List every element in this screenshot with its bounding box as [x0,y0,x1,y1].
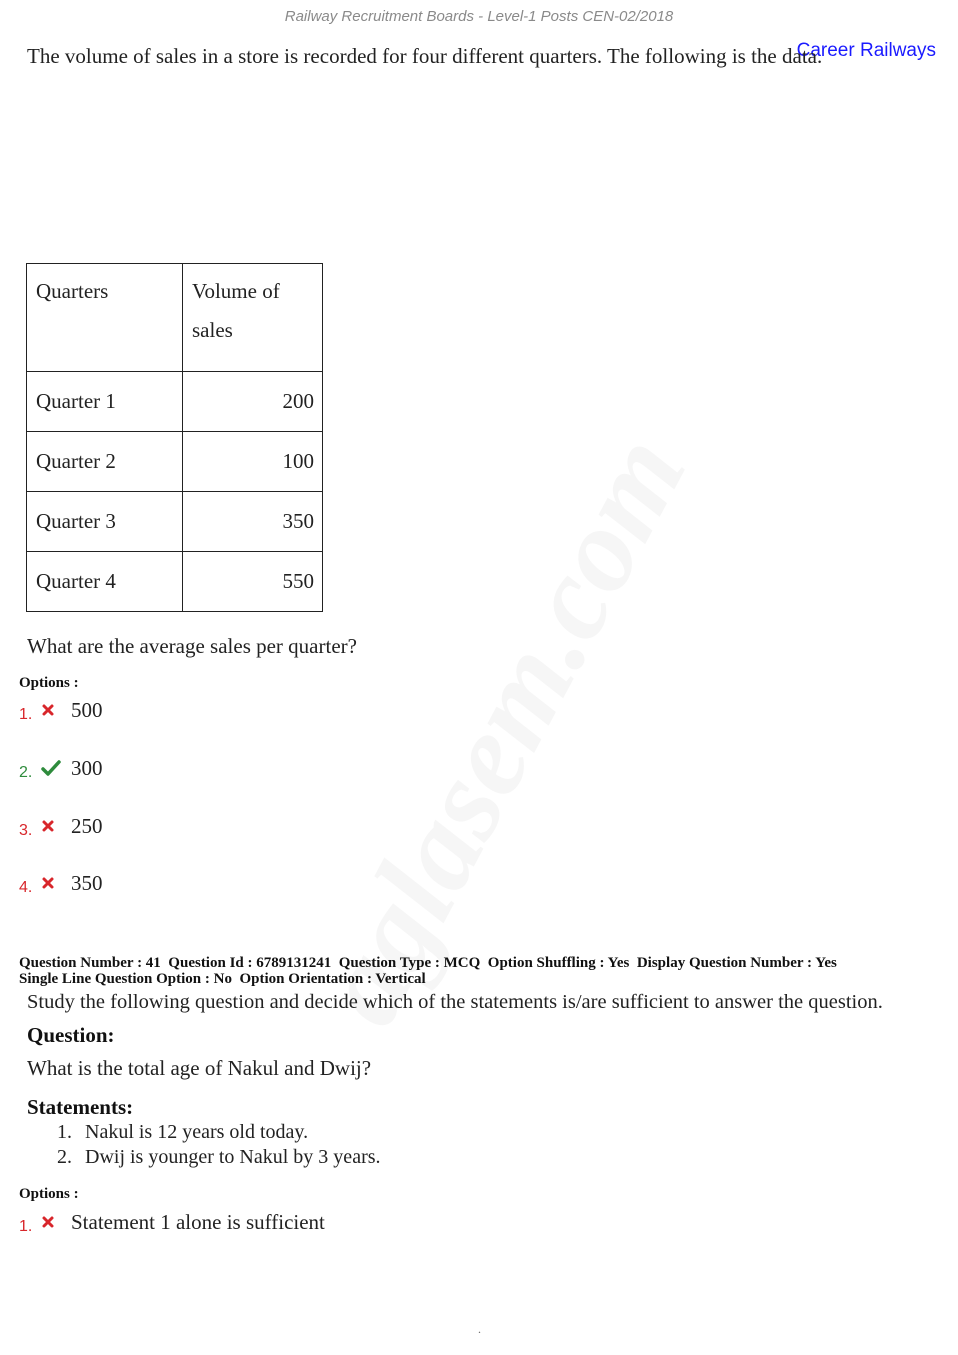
table-row [27,432,323,492]
option-number: 3. [19,822,33,839]
table-header-quarters: Quarters [27,264,183,372]
option-text: 250 [71,813,103,838]
options-label: Options : [19,675,79,691]
question-text: What is the total age of Nakul and Dwij? [27,1056,372,1080]
statement-item [57,1145,381,1170]
option-number: 4. [19,879,33,896]
check-icon [41,760,71,776]
option-number: 1. [19,1218,33,1235]
watermark [290,413,714,1046]
option-number: 2. [19,764,33,781]
question-meta-line: Single Line Question Option : No Option Orientation : Vertical [19,971,426,987]
question-instruction: Study the following question and decide which of the statements is/are sufficient to answer the question. [27,991,883,1013]
page-header: Railway Recruitment Boards - Level-1 Posts CEN-02/2018 [284,8,674,25]
statement-number: 1. [57,1121,72,1143]
table-cell-volume: 200 [183,372,323,432]
question-heading: Question: [27,1023,115,1047]
option-3[interactable] [19,811,103,841]
career-railways-link[interactable]: Career Railways [796,40,936,61]
table-cell-volume: 100 [183,432,323,492]
cross-icon [41,819,71,833]
cross-icon [41,1215,71,1229]
table-cell-quarter: Quarter 2 [27,432,183,492]
option-1[interactable] [19,695,103,725]
table-header-volume [183,264,323,372]
option-text: 350 [71,870,103,895]
option-2[interactable] [19,753,103,783]
footer-mark: . [478,1322,481,1336]
option-1[interactable] [19,1207,325,1237]
table-row [27,552,323,612]
cross-icon [41,876,71,890]
table-header-row [27,264,323,372]
question-meta [19,955,939,987]
table-row [27,492,323,552]
option-4[interactable] [19,868,103,898]
statements-heading: Statements: [27,1095,134,1119]
statements-list [0,1120,381,1170]
option-text: 500 [71,697,103,722]
question-text: What are the average sales per quarter? [27,634,357,658]
table-cell-volume: 350 [183,492,323,552]
options-label: Options : [19,1186,79,1202]
statement-number: 2. [57,1146,72,1168]
table-cell-quarter: Quarter 4 [27,552,183,612]
table-cell-quarter: Quarter 3 [27,492,183,552]
table-cell-quarter: Quarter 1 [27,372,183,432]
statement-text: Nakul is 12 years old today. [85,1121,309,1143]
table-cell-volume: 550 [183,552,323,612]
cross-icon [41,703,71,717]
question-intro: The volume of sales in a store is recorded for four different quarters. The following is the data. [27,44,823,68]
statement-text: Dwij is younger to Nakul by 3 years. [85,1146,381,1168]
sales-table [26,263,323,612]
option-number: 1. [19,706,33,723]
volume-header-text: Volume of sales [192,279,280,342]
question-meta-line: Question Number : 41 Question Id : 6789131241 Question Type : MCQ Option Shuffling : Yes Display Question Number : Yes [19,955,837,971]
option-text: 300 [71,755,103,780]
statement-item [57,1120,381,1145]
option-text: Statement 1 alone is sufficient [71,1209,325,1234]
table-row [27,372,323,432]
